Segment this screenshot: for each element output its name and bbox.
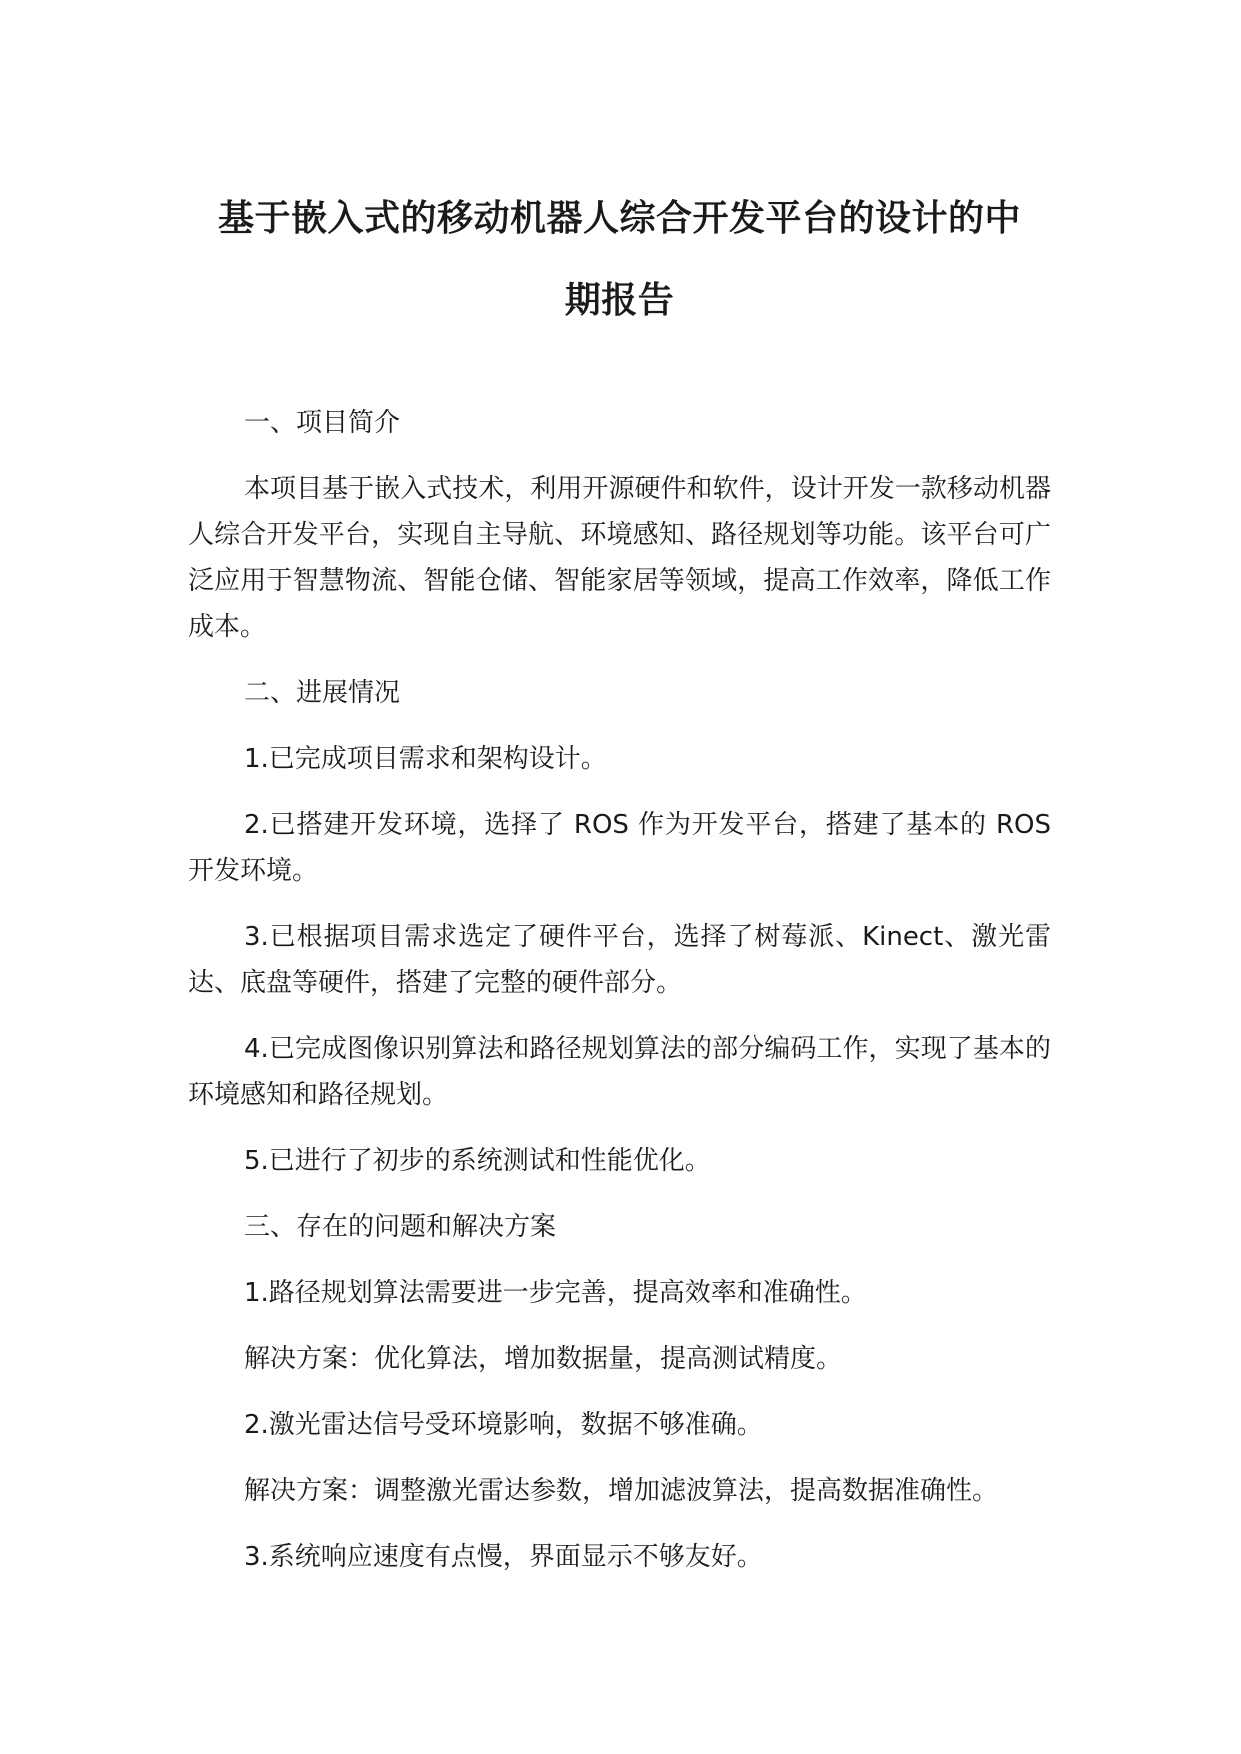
solution-item-2: 解决方案：调整激光雷达参数，增加滤波算法，提高数据准确性。 [244,1476,999,1506]
document-title [188,0,1051,342]
section-heading-progress: 二、进展情况 [244,678,401,708]
issue-item-1: 1.路径规划算法需要进一步完善，提高效率和准确性。 [244,1278,867,1308]
progress-item-4: 4.已完成图像识别算法和路径规划算法的部分编码工作，实现了基本的环境感知和路径规划。 [188,1034,1051,1110]
progress-item-3: 3.已根据项目需求选定了硬件平台，选择了树莓派、Kinect、激光雷达、底盘等硬件，搭建了完整的硬件部分。 [188,922,1051,998]
section-heading-intro: 一、项目简介 [244,408,401,438]
section-heading-issues: 三、存在的问题和解决方案 [244,1212,557,1242]
progress-item-5: 5.已进行了初步的系统测试和性能优化。 [244,1146,711,1176]
issue-item-2: 2.激光雷达信号受环境影响，数据不够准确。 [244,1410,763,1440]
progress-item-2: 2.已搭建开发环境，选择了 ROS 作为开发平台，搭建了基本的 ROS 开发环境。 [188,810,1051,886]
issue-item-3: 3.系统响应速度有点慢，界面显示不够友好。 [244,1542,763,1572]
document-body [188,400,1051,1580]
solution-item-1: 解决方案：优化算法，增加数据量，提高测试精度。 [244,1344,843,1374]
paragraph-intro: 本项目基于嵌入式技术，利用开源硬件和软件，设计开发一款移动机器人综合开发平台，实现自主导航、环境感知、路径规划等功能。该平台可广泛应用于智慧物流、智能仓储、智能家居等领域，提高工作效率，降低工作成本。 [188,474,1051,642]
progress-item-1: 1.已完成项目需求和架构设计。 [244,744,607,774]
document-title-line-2: 期报告 [564,280,675,321]
document-title-line-1: 基于嵌入式的移动机器人综合开发平台的设计的中 [217,198,1021,239]
